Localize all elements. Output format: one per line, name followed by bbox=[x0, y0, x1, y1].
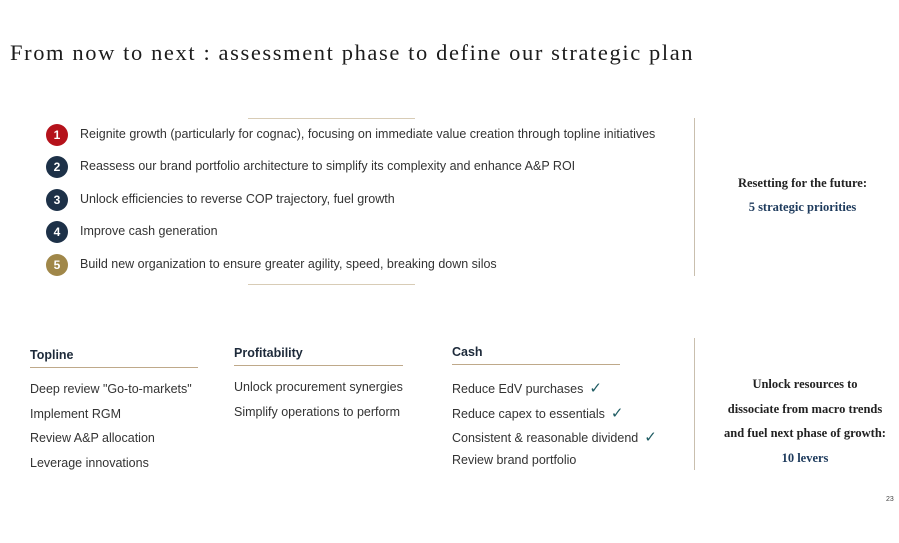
side-bottom-line1: Unlock resources to bbox=[752, 377, 858, 391]
priority-number-badge: 4 bbox=[46, 221, 68, 243]
bottom-section-divider bbox=[694, 338, 695, 470]
top-section-divider bbox=[694, 118, 695, 276]
priority-number-badge: 5 bbox=[46, 254, 68, 276]
slide-title: From now to next : assessment phase to define our strategic plan bbox=[10, 40, 695, 65]
lever-text: Implement RGM bbox=[30, 406, 121, 421]
priority-text: Reignite growth (particularly for cognac), focusing on immediate value creation through topline initiatives bbox=[80, 127, 656, 141]
priority-number-badge: 2 bbox=[46, 156, 68, 178]
lever-text: Unlock procurement synergies bbox=[234, 380, 403, 394]
lever-text: Reduce EdV purchases bbox=[452, 382, 584, 396]
checkmark-icon: ✓ bbox=[610, 404, 624, 422]
list-item bbox=[452, 428, 657, 453]
list-item bbox=[30, 431, 198, 456]
list-item bbox=[452, 404, 624, 429]
side-top-line2: 5 strategic priorities bbox=[748, 200, 857, 214]
topline-heading: Topline bbox=[30, 348, 198, 368]
lever-text: Deep review "Go-to-markets" bbox=[30, 382, 192, 396]
lever-text: Review brand portfolio bbox=[452, 452, 577, 467]
profitability-column bbox=[234, 346, 403, 429]
side-summary-bottom bbox=[705, 372, 899, 470]
checkmark-icon: ✓ bbox=[589, 380, 602, 397]
list-item bbox=[452, 379, 620, 404]
priority-text: Build new organization to ensure greater agility, speed, breaking down silos bbox=[80, 257, 497, 271]
list-item bbox=[30, 456, 198, 481]
page-number: 23 bbox=[886, 496, 894, 503]
side-bottom-line2: dissociate from macro trends bbox=[727, 401, 883, 416]
side-bottom-line4: 10 levers bbox=[781, 450, 829, 465]
priority-text: Improve cash generation bbox=[80, 224, 218, 238]
list-item bbox=[30, 407, 198, 432]
cash-heading: Cash bbox=[452, 345, 620, 365]
list-item bbox=[30, 382, 198, 407]
profitability-heading: Profitability bbox=[234, 346, 403, 366]
list-item bbox=[234, 405, 403, 430]
priority-number-badge: 3 bbox=[46, 189, 68, 211]
topline-column bbox=[30, 348, 198, 480]
lever-text: Leverage innovations bbox=[30, 455, 149, 470]
list-item bbox=[452, 453, 620, 478]
priorities-bottom-rule bbox=[248, 284, 415, 285]
lever-text: Review A&P allocation bbox=[30, 431, 155, 445]
lever-text: Consistent & reasonable dividend bbox=[452, 431, 639, 445]
side-bottom-line3: and fuel next phase of growth: bbox=[724, 426, 886, 440]
lever-text: Reduce capex to essentials bbox=[452, 406, 605, 421]
lever-text: Simplify operations to perform bbox=[234, 404, 401, 419]
priority-text: Reassess our brand portfolio architecture to simplify its complexity and enhance A&P ROI bbox=[80, 159, 576, 173]
side-top-line1: Resetting for the future: bbox=[737, 176, 868, 190]
priorities-top-rule bbox=[248, 118, 415, 119]
priority-number-badge: 1 bbox=[46, 124, 68, 146]
side-summary-top bbox=[710, 171, 895, 219]
priority-text: Unlock efficiencies to reverse COP trajectory, fuel growth bbox=[80, 192, 395, 206]
checkmark-icon: ✓ bbox=[644, 429, 657, 446]
cash-column bbox=[452, 345, 657, 477]
list-item bbox=[234, 380, 403, 405]
